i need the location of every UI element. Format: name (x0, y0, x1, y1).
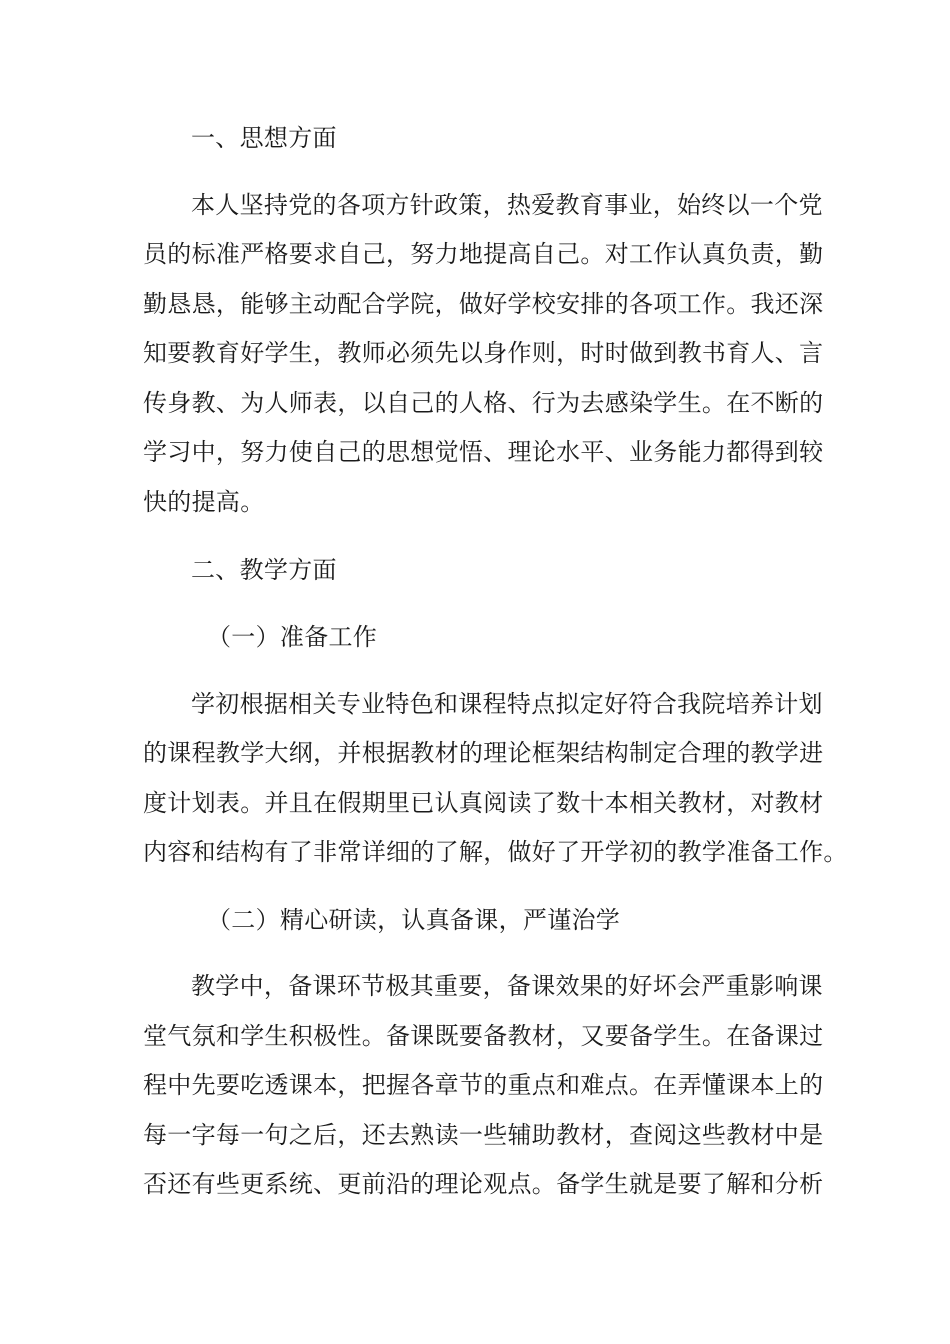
subsection2-line-3: 程中先要吃透课本，把握各章节的重点和难点。在弄懂课本上的 (143, 1071, 824, 1099)
subsection2-line-4: 每一字每一句之后，还去熟读一些辅助教材，查阅这些教材中是 (143, 1121, 824, 1149)
subsection1-heading: （一）准备工作 (207, 623, 378, 651)
section1-line-2: 员的标准严格要求自己，努力地提高自己。对工作认真负责，勤 (143, 240, 824, 268)
subsection2-heading: （二）精心研读，认真备课，严谨治学 (207, 906, 621, 934)
subsection1-line-3: 度计划表。并且在假期里已认真阅读了数十本相关教材，对教材 (143, 789, 824, 817)
section1-line-7: 快的提高。 (143, 488, 265, 516)
section1-line-5: 传身教、为人师表，以自己的人格、行为去感染学生。在不断的 (143, 389, 824, 417)
section1-heading: 一、思想方面 (191, 124, 337, 152)
subsection1-line-1: 学初根据相关专业特色和课程特点拟定好符合我院培养计划 (191, 690, 823, 718)
subsection1-line-2: 的课程教学大纲，并根据教材的理论框架结构制定合理的教学进 (143, 739, 824, 767)
subsection1-line-4: 内容和结构有了非常详细的了解，做好了开学初的教学准备工作。 (143, 838, 848, 866)
section2-heading: 二、教学方面 (191, 556, 337, 584)
subsection2-line-5: 否还有些更系统、更前沿的理论观点。备学生就是要了解和分析 (143, 1170, 824, 1198)
section1-line-6: 学习中，努力使自己的思想觉悟、理论水平、业务能力都得到较 (143, 438, 824, 466)
section1-line-3: 勤恳恳，能够主动配合学院，做好学校安排的各项工作。我还深 (143, 290, 824, 318)
subsection2-line-1: 教学中，备课环节极其重要，备课效果的好坏会严重影响课 (191, 972, 823, 1000)
subsection2-line-2: 堂气氛和学生积极性。备课既要备教材，又要备学生。在备课过 (143, 1022, 824, 1050)
section1-line-1: 本人坚持党的各项方针政策，热爱教育事业，始终以一个党 (191, 191, 823, 219)
section1-line-4: 知要教育好学生，教师必须先以身作则，时时做到教书育人、言 (143, 339, 824, 367)
